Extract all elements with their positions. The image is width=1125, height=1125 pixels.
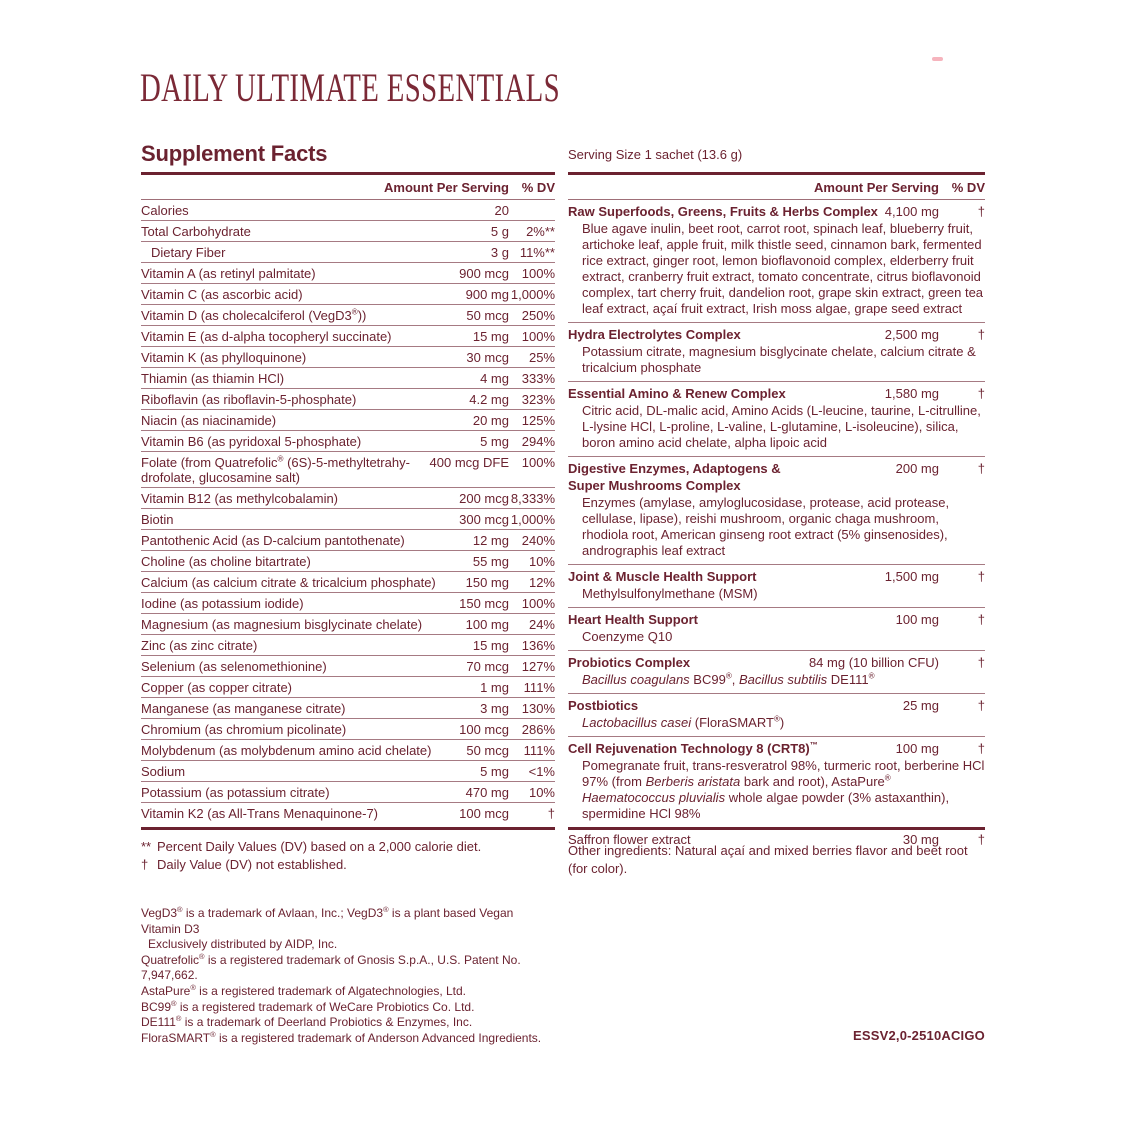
nutrient-amount: 20 mg [472,413,509,428]
nutrient-dv: 127% [521,659,555,674]
complex-section [568,457,985,565]
nutrient-amount: 100 mg [465,617,509,632]
trademark-line: AstaPure® is a registered trademark of Algatechnologies, Ltd. [141,982,466,998]
nutrient-dv: 12% [528,575,555,590]
nutrient-row [141,530,555,551]
complex-ingredients: Methylsulfonylmethane (MSM) [582,586,758,601]
complex-header [568,694,985,715]
complex-ingredients: Coenzyme Q10 [582,629,673,644]
complex-ingredients: Bacillus coagulans BC99®, Bacillus subtilis DE111® [582,671,875,687]
complex-header [568,737,985,758]
nutrient-dv: 286% [521,722,555,737]
nutrient-amount: 5 mg [480,434,509,449]
nutrient-amount: 100 mcg [459,722,509,737]
nutrient-amount: 15 mg [472,638,509,653]
complex-dv: † [977,386,985,401]
nutrient-amount: 470 mg [465,785,509,800]
nutrient-row [141,698,555,719]
trademark-line: DE111® is a trademark of Deerland Probiotics & Enzymes, Inc. [141,1014,473,1030]
complex-header [568,565,985,586]
nutrient-name: Chromium (as chromium picolinate) [141,722,347,737]
complex-dv: † [977,655,985,670]
nutrient-dv: 111% [523,680,555,695]
nutrient-name: Niacin (as niacinamide) [141,413,277,428]
footnote-text: Percent Daily Values (DV) based on a 2,000 calorie diet. [157,839,482,854]
complex-amount: 25 mg [902,698,939,713]
complex-section [568,382,985,457]
complex-section [568,323,985,382]
complex-amount: 100 mg [895,741,939,756]
complex-name: Probiotics Complex [568,655,691,670]
complex-name: Essential Amino & Renew Complex [568,386,786,401]
nutrient-dv: 2%** [526,224,555,239]
nutrient-amount: 4.2 mg [469,392,509,407]
nutrient-name: Sodium [141,764,186,779]
nutrient-amount: 900 mcg [459,266,509,281]
nutrient-dv: 100% [521,455,555,470]
complex-dv: † [977,327,985,342]
nutrient-row [141,635,555,656]
nutrient-dv: <1% [528,764,555,779]
nutrient-amount: 400 mcg DFE [429,455,509,470]
complex-section [568,694,985,737]
complex-ingredients: Pomegranate fruit, trans-resveratrol 98%, turmeric root, berberine HCl 97% (from Berberis aristata bark and root), AstaPure® Haematococcus pluvialis whole algae powder (3% astaxanthin), spermidine HCl 98% [582,758,985,821]
trademark-line: FloraSMART® is a registered trademark of Anderson Advanced Ingredients. [141,1029,542,1045]
complex-name: Hydra Electrolytes Complex [568,327,741,342]
complex-ingredients: Lactobacillus casei (FloraSMART®) [582,714,785,730]
nutrient-name: Total Carbohydrate [141,224,251,239]
nutrient-amount: 70 mcg [466,659,509,674]
nutrient-dv: 125% [521,413,555,428]
nutrient-name: Manganese (as manganese citrate) [141,701,346,716]
complex-ingredients: Enzymes (amylase, amyloglucosidase, protease, acid protease, cellulase, lipase), reishi mushroom, organic chaga mushroom, rhodiola root, American ginseng root extract (5% ginsenosides), andrographis leaf extract [582,495,950,558]
nutrient-amount: 50 mcg [466,308,509,323]
dv-footnotes [141,838,555,873]
nutrient-amount: 55 mg [472,554,509,569]
complex-section [568,651,985,694]
nutrient-dv: 294% [521,434,555,449]
product-code: ESSV2,0-2510ACIGO [852,1028,985,1043]
complex-amount: 2,500 mg [884,327,939,342]
nutrient-row [141,719,555,740]
nutrient-name: Folate (from Quatrefolic® (6S)-5-methyltetrahy- drofolate, glucosamine salt) [141,454,410,485]
nutrient-name: Vitamin C (as ascorbic acid) [141,287,303,302]
nutrient-row [141,326,555,347]
nutrient-row [141,509,555,530]
nutrient-name: Selenium (as selenomethionine) [141,659,327,674]
nutrient-row [141,488,555,509]
complexes-table [568,172,985,847]
nutrient-name: Vitamin K (as phylloquinone) [141,350,307,365]
nutrient-row [141,452,555,488]
nutrient-name: Vitamin D (as cholecalciferol (VegD3®)) [141,307,367,323]
nutrient-dv: 333% [521,371,555,386]
nutrient-row [141,305,555,326]
nutrient-dv: 100% [521,266,555,281]
nutrient-amount: 20 [494,203,509,218]
nutrient-row [141,593,555,614]
nutrient-dv: 323% [521,392,555,407]
nutrient-dv: 136% [521,638,555,653]
right-column [568,147,985,878]
footnote-text: Daily Value (DV) not established. [157,856,347,872]
nutrient-row [141,284,555,305]
nutrient-amount: 150 mcg [459,596,509,611]
nutrient-amount: 3 mg [480,701,509,716]
nutrient-name: Vitamin B6 (as pyridoxal 5-phosphate) [141,434,362,449]
nutrient-row [141,677,555,698]
nutrient-amount: 200 mcg [459,491,509,506]
footnote-line [141,838,555,856]
column-percent-dv: % DV [521,180,555,195]
nutrient-row [141,242,555,263]
nutrient-amount: 1 mg [480,680,509,695]
nutrient-name: Molybdenum (as molybdenum amino acid chelate) [141,743,432,758]
nutrient-amount: 150 mg [465,575,509,590]
nutrient-row [141,761,555,782]
complex-name: Postbiotics [568,698,639,713]
footnote-line [141,856,555,874]
nutrient-dv: 25% [528,350,555,365]
nutrient-row [141,656,555,677]
trademark-line: BC99® is a registered trademark of WeCare Probiotics Co. Ltd. [141,998,475,1014]
nutrient-dv: 1,000% [510,287,555,302]
nutrient-name: Copper (as copper citrate) [141,680,293,695]
complex-amount: 84 mg (10 billion CFU) [808,655,939,670]
complex-amount: 100 mg [895,612,939,627]
nutrient-dv: 10% [528,554,555,569]
left-column [141,143,555,1046]
nutrient-row [141,368,555,389]
complex-amount: 4,100 mg [884,204,939,219]
column-percent-dv: % DV [951,180,985,195]
complex-section [568,565,985,608]
nutrient-name: Vitamin E (as d-alpha tocopheryl succinate) [141,329,392,344]
complex-header [568,608,985,629]
artifact-mark [932,57,943,61]
nutrient-name: Calories [141,203,189,218]
nutrient-dv: 240% [521,533,555,548]
supplement-facts-heading: Supplement Facts [141,141,328,166]
complex-section [568,200,985,323]
nutrient-amount: 5 g [490,224,509,239]
complex-dv: † [977,612,985,627]
complex-name: Digestive Enzymes, Adaptogens & Super Mushrooms Complex [568,461,781,493]
nutrient-dv: 100% [521,596,555,611]
complex-name: Cell Rejuvenation Technology 8 (CRT8)™ [568,740,818,756]
nutrient-amount: 4 mg [480,371,509,386]
complex-ingredients: Blue agave inulin, beet root, carrot root, spinach leaf, blueberry fruit, artichoke leaf, apple fruit, milk thistle seed, cinnamon bark, fermented rice extract, ginger root, lemon bioflavonoid complex, elderberry fruit extract, cranberry fruit extract, tomato concentrate, citrus bioflavonoid complex, tart cherry fruit, dandelion root, grape skin extract, green tea leaf extract, açaí fruit extract, Irish moss algae, grape seed extract [582,221,984,316]
nutrient-dv: 100% [521,329,555,344]
complex-dv: † [977,832,985,847]
complexes-table-header [568,175,985,200]
nutrient-amount: 50 mcg [466,743,509,758]
complex-ingredients: Potassium citrate, magnesium bisglycinate chelate, calcium citrate & tricalcium phosphate [582,344,976,375]
nutrient-name: Riboflavin (as riboflavin-5-phosphate) [141,392,357,407]
complex-amount: 1,580 mg [884,386,939,401]
complex-header [568,457,985,495]
page-title: DAILY ULTIMATE ESSENTIALS [140,65,560,110]
complex-section [568,608,985,651]
nutrient-dv: 24% [528,617,555,632]
complex-amount: 200 mg [895,461,939,476]
serving-size: Serving Size 1 sachet (13.6 g) [568,147,743,162]
complex-dv: † [977,741,985,756]
nutrient-row [141,410,555,431]
nutrient-row [141,551,555,572]
trademark-notes [141,906,555,1046]
nutrient-name: Potassium (as potassium citrate) [141,785,330,800]
nutrient-dv: 11%** [519,245,555,260]
nutrient-row [141,740,555,761]
nutrient-name: Pantothenic Acid (as D-calcium pantothenate) [141,533,405,548]
complex-name: Saffron flower extract [568,832,691,847]
complex-header [568,382,985,403]
nutrient-dv: 8,333% [510,491,555,506]
complex-sections [568,200,985,849]
nutrient-row [141,431,555,452]
nutrients-table [141,172,555,830]
complex-amount: 1,500 mg [884,569,939,584]
complex-dv: † [977,204,985,219]
complex-header [568,323,985,344]
nutrient-name: Calcium (as calcium citrate & tricalcium phosphate) [141,575,436,590]
nutrient-name: Vitamin K2 (as All-Trans Menaquinone-7) [141,806,379,821]
complex-amount: 30 mg [902,832,939,847]
complex-section [568,737,985,828]
complex-name: Heart Health Support [568,612,699,627]
nutrient-name: Magnesium (as magnesium bisglycinate chelate) [141,617,423,632]
nutrients-rows [141,200,555,823]
trademark-line: VegD3® is a trademark of Avlaan, Inc.; VegD3® is a plant based Vegan Vitamin D3 [141,905,514,936]
complex-dv: † [977,569,985,584]
nutrient-name: Zinc (as zinc citrate) [141,638,258,653]
nutrient-row [141,782,555,803]
nutrient-row [141,389,555,410]
nutrient-name: Dietary Fiber [151,245,226,260]
nutrient-name: Choline (as choline bitartrate) [141,554,311,569]
nutrient-amount: 900 mg [465,287,509,302]
nutrient-amount: 5 mg [480,764,509,779]
complex-name: Joint & Muscle Health Support [568,569,757,584]
nutrient-name: Thiamin (as thiamin HCl) [141,371,285,386]
complex-dv: † [977,698,985,713]
nutrient-amount: 12 mg [472,533,509,548]
nutrient-name: Iodine (as potassium iodide) [141,596,304,611]
complex-header [568,651,985,672]
nutrient-amount: 15 mg [472,329,509,344]
complex-name: Raw Superfoods, Greens, Fruits & Herbs Complex [568,204,878,219]
nutrient-dv: 10% [528,785,555,800]
nutrient-name: Biotin [141,512,174,527]
nutrient-dv: 1,000% [510,512,555,527]
column-amount-per-serving: Amount Per Serving [814,180,939,195]
nutrient-dv: † [547,806,555,821]
nutrient-row [141,200,555,221]
nutrient-dv: 130% [521,701,555,716]
nutrient-row [141,221,555,242]
column-amount-per-serving: Amount Per Serving [384,180,509,195]
trademark-line: Quatrefolic® is a registered trademark of Gnosis S.p.A., U.S. Patent No. 7,947,662. [141,951,521,983]
footnote-symbol: † [141,856,149,872]
complex-ingredients: Citric acid, DL-malic acid, Amino Acids (L-leucine, taurine, L-citrulline, L-lysine HCl, L-proline, L-valine, L-glutamine, L-isoleucine), silica, boron amino acid chelate, alpha lipoic acid [582,403,981,450]
nutrient-name: Vitamin B12 (as methylcobalamin) [141,491,339,506]
nutrient-row [141,803,555,823]
nutrient-amount: 100 mcg [459,806,509,821]
nutrient-amount: 30 mcg [466,350,509,365]
complex-dv: † [977,461,985,476]
nutrient-row [141,263,555,284]
nutrient-amount: 3 g [490,245,509,260]
nutrient-amount: 300 mcg [459,512,509,527]
other-ingredients: Other ingredients: Natural açaí and mixed berries flavor and beet root (for color). [568,843,968,876]
nutrients-table-header [141,175,555,200]
footnote-symbol: ** [141,839,152,854]
trademark-line: Exclusively distributed by AIDP, Inc. [148,937,338,952]
nutrient-dv: 250% [521,308,555,323]
nutrient-row [141,572,555,593]
nutrient-row [141,347,555,368]
complex-header [568,200,985,221]
nutrient-dv: 111% [523,743,555,758]
nutrient-row [141,614,555,635]
nutrient-name: Vitamin A (as retinyl palmitate) [141,266,316,281]
